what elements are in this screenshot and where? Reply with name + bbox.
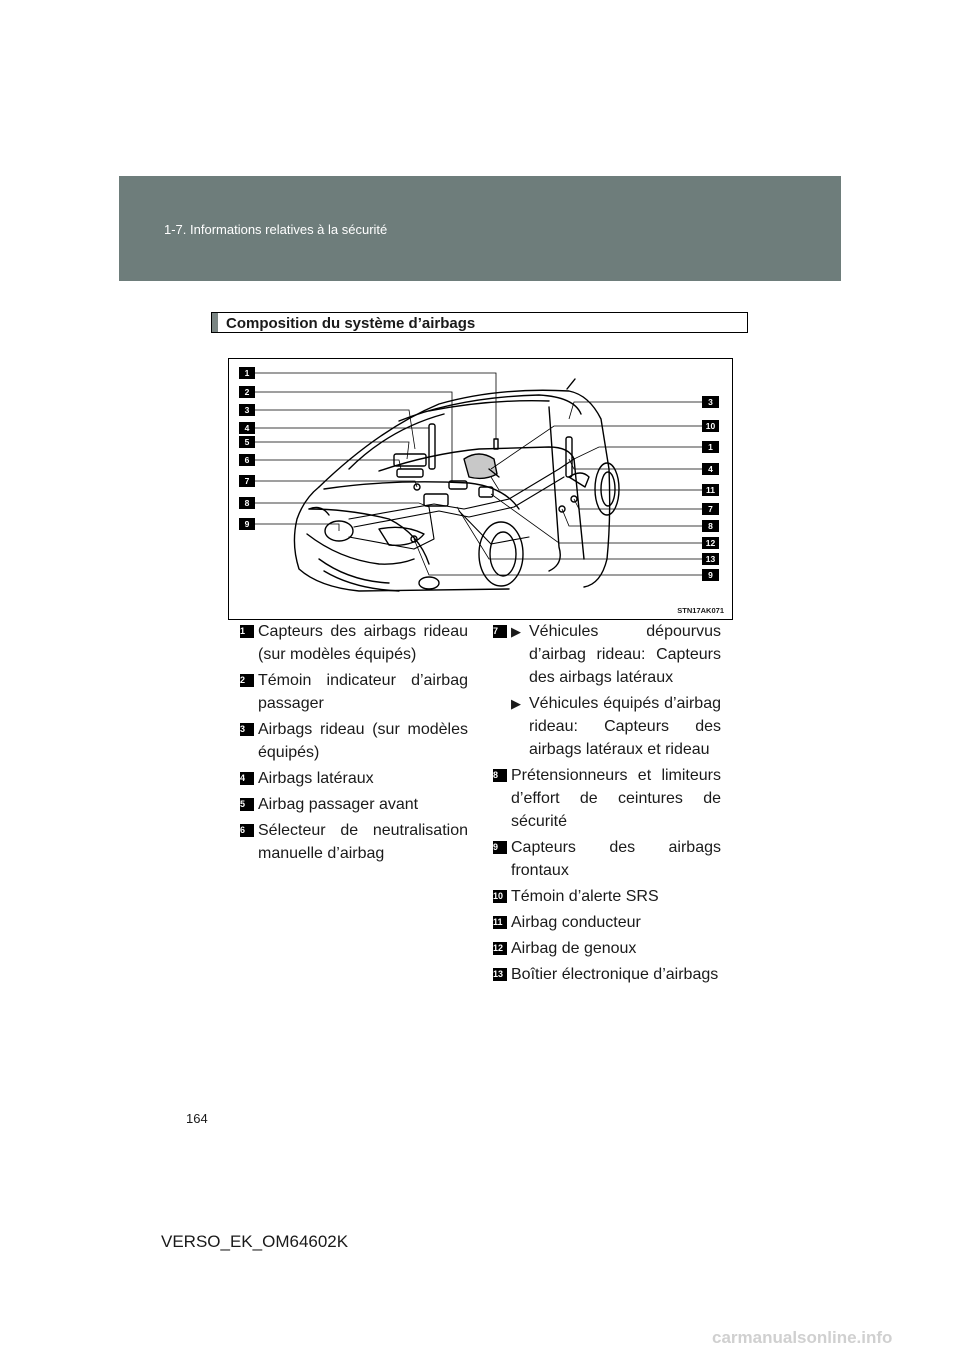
callout-label: 8 (244, 498, 250, 508)
callout-label: 11 (706, 485, 715, 495)
legend-left-column (240, 620, 468, 868)
callout-label: 9 (244, 519, 250, 529)
airbag-diagram (228, 358, 733, 620)
callout-label: 9 (708, 570, 713, 580)
callout-label: 8 (708, 521, 713, 531)
legend-text: Sélecteur de neutralisation manuelle d’airbag (258, 822, 468, 862)
callout-label: 12 (705, 538, 716, 548)
watermark: carmanualsonline.info (712, 1328, 893, 1347)
callout-label: 5 (244, 437, 250, 447)
legend-number: 12 (493, 942, 507, 955)
triangle-bullet-icon: ▶ (511, 696, 521, 711)
legend-number: 2 (240, 674, 254, 687)
legend-text: Témoin d’alerte SRS (511, 888, 659, 905)
legend-number: 13 (493, 968, 507, 981)
left-callouts (239, 367, 255, 530)
legend-number: 8 (493, 769, 507, 782)
legend-item (240, 819, 468, 865)
legend-item (493, 963, 721, 986)
right-callouts (702, 396, 719, 581)
legend-text: Airbag de genoux (511, 940, 637, 957)
legend-number: 3 (240, 723, 254, 736)
figure-code: STN17AK071 (677, 606, 724, 615)
section-label: 1-7. Informations relatives à la sécurité (164, 222, 388, 237)
legend-item (240, 767, 468, 790)
legend-item (240, 669, 468, 715)
legend-item (493, 937, 721, 960)
legend-number: 6 (240, 824, 254, 837)
legend-number: 1 (240, 625, 254, 638)
callout-label: 13 (705, 554, 716, 564)
callout-label: 7 (708, 504, 713, 514)
legend-number: 7 (493, 625, 507, 638)
callout-label: 10 (705, 421, 716, 431)
callout-label: 7 (244, 476, 250, 486)
legend-text: Airbag conducteur (511, 914, 641, 931)
page-number: 164 (186, 1111, 208, 1126)
callout-label: 4 (244, 423, 250, 433)
legend-text: Capteurs des airbags rideau (sur modèles équipés) (258, 623, 468, 663)
legend-item (493, 911, 721, 934)
legend-right-column (493, 620, 721, 989)
legend-text: Témoin indicateur d’airbag passager (258, 672, 468, 712)
legend-subitem (511, 692, 721, 761)
callout-label: 2 (244, 387, 250, 397)
legend-text: Capteurs des airbags frontaux (511, 839, 721, 879)
legend-subitem (511, 620, 721, 689)
callout-label: 4 (708, 464, 713, 474)
legend-text: Boîtier électronique d’airbags (511, 966, 719, 983)
callout-label: 1 (244, 368, 250, 378)
legend-number: 9 (493, 841, 507, 854)
section-title-box (211, 312, 748, 333)
legend-number: 4 (240, 772, 254, 785)
section-title: Composition du système d’airbags (226, 315, 476, 332)
callout-label: 3 (708, 397, 713, 407)
legend-text: Prétensionneurs et limiteurs d’effort de ceintures de sécurité (511, 767, 721, 830)
legend-text: Airbags rideau (sur modèles équipés) (258, 721, 468, 761)
legend-number: 11 (493, 916, 507, 929)
legend-text: Airbags latéraux (258, 770, 374, 787)
legend-item (493, 764, 721, 833)
legend-number: 5 (240, 798, 254, 811)
legend-text: Airbag passager avant (258, 796, 419, 813)
legend-item (493, 620, 721, 761)
car-illustration (229, 359, 734, 621)
legend-item (493, 885, 721, 908)
legend-text: Véhicules équipés d’airbag rideau: Capteurs des airbags latéraux et rideau (529, 695, 721, 758)
legend-text: Véhicules dépourvus d’airbag rideau: Capteurs des airbags latéraux (529, 623, 721, 686)
legend-item (240, 793, 468, 816)
document-code: VERSO_EK_OM64602K (161, 1232, 349, 1251)
legend-item (240, 718, 468, 764)
callout-label: 6 (244, 455, 250, 465)
legend-number: 10 (493, 890, 507, 903)
callout-label: 3 (244, 405, 250, 415)
triangle-bullet-icon: ▶ (511, 624, 521, 639)
legend-item (493, 836, 721, 882)
legend-item (240, 620, 468, 666)
callout-label: 1 (708, 442, 713, 452)
title-accent-bar (212, 313, 218, 332)
